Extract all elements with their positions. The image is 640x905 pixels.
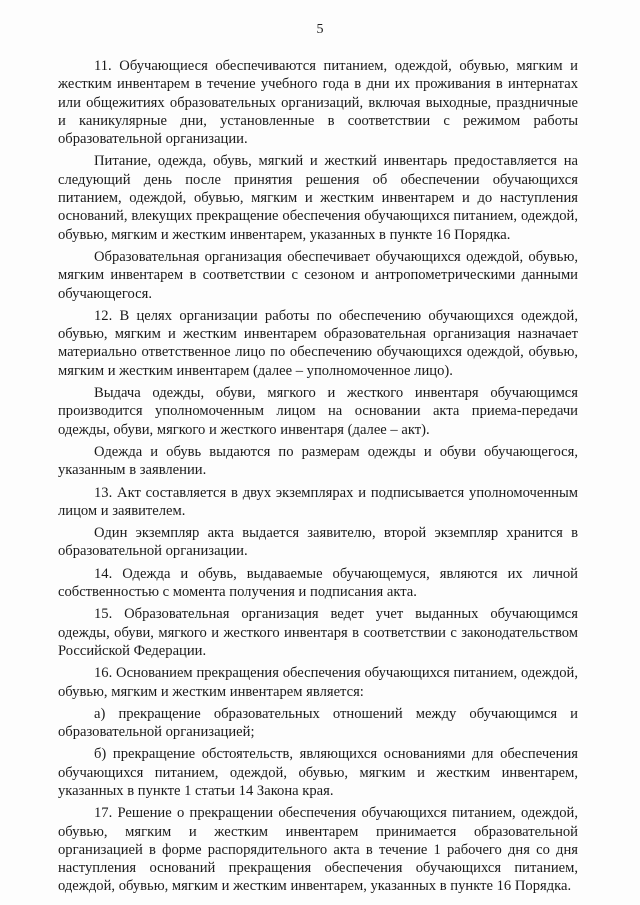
paragraph-12-issuance: Выдача одежды, обуви, мягкого и жесткого инвентаря обучающимся производится уполномоченным лицом на основании акта приема-передачи одежды, обуви, мягкого и жесткого инвентаря (далее – акт). xyxy=(58,385,578,438)
paragraph-11-clothing-season: Образовательная организация обеспечивает обучающихся одеждой, обувью, мягким инвентарем в соответствии с сезоном и антропометрическими данными обучающегося. xyxy=(58,248,578,302)
paragraph-16: 16. Основанием прекращения обеспечения обучающихся питанием, одеждой, обувью, мягким и жестким инвентарем является: xyxy=(58,665,578,700)
document-body xyxy=(58,57,578,900)
paragraph-16-item-a: а) прекращение образовательных отношений между обучающимся и образовательной организацией; xyxy=(58,705,578,741)
paragraph-11-provision-timing: Питание, одежда, обувь, мягкий и жесткий инвентарь предоставляется на следующий день после принятия решения об обеспечении обучающихся питанием, одеждой, обувью, мягким и жестким инвентарем и до наступления оснований, влекущих прекращение обеспечения обучающихся питанием, одеждой, обувью, мягким и жестким инвентарем, указанных в пункте 16 Порядка. xyxy=(58,153,578,243)
paragraph-16-item-b: б) прекращение обстоятельств, являющихся основаниями для обеспечения обучающихся питанием, одеждой, обувью, мягким и жестким инвентарем, указанных в пункте 1 статьи 14 Закона края. xyxy=(58,746,578,799)
paragraph-12: 12. В целях организации работы по обеспечению обучающихся одеждой, обувью, мягким и жестким инвентарем образовательная организация назначает материально ответственное лицо по обеспечению обучающихся одеждой, обувью, мягким и жестким инвентарем (далее – уполномоченное лицо). xyxy=(58,307,578,379)
paragraph-11: 11. Обучающиеся обеспечиваются питанием, одеждой, обувью, мягким и жестким инвентарем в течение учебного года в дни их проживания в интернатах или общежитиях образовательных организаций, включая выходные, праздничные и каникулярные дни, установленные в соответствии с режимом работы образовательной организации. xyxy=(58,58,578,148)
paragraph-13-copies: Один экземпляр акта выдается заявителю, второй экземпляр хранится в образовательной организации. xyxy=(58,525,578,560)
paragraph-15: 15. Образовательная организация ведет учет выданных обучающимся одежды, обуви, мягкого и жесткого инвентаря в соответствии с законодательством Российской Федерации. xyxy=(58,606,578,659)
paragraph-14: 14. Одежда и обувь, выдаваемые обучающемуся, являются их личной собственностью с момента получения и подписания акта. xyxy=(58,565,578,601)
paragraph-13: 13. Акт составляется в двух экземплярах и подписывается уполномоченным лицом и заявителем. xyxy=(58,484,578,519)
page-number: 5 xyxy=(316,22,324,37)
paragraph-17: 17. Решение о прекращении обеспечения обучающихся питанием, одеждой, обувью, мягким и жестким инвентарем принимается образовательной организацией в форме распорядительного акта в течение 1 рабочего дня со дня наступления оснований прекращения обеспечения обучающихся питанием, одеждой, обувью, мягким и жестким инвентарем, указанных в пункте 16 Порядка. xyxy=(58,805,578,895)
paragraph-12-sizes: Одежда и обувь выдаются по размерам одежды и обуви обучающегося, указанным в заявлении. xyxy=(58,443,578,479)
